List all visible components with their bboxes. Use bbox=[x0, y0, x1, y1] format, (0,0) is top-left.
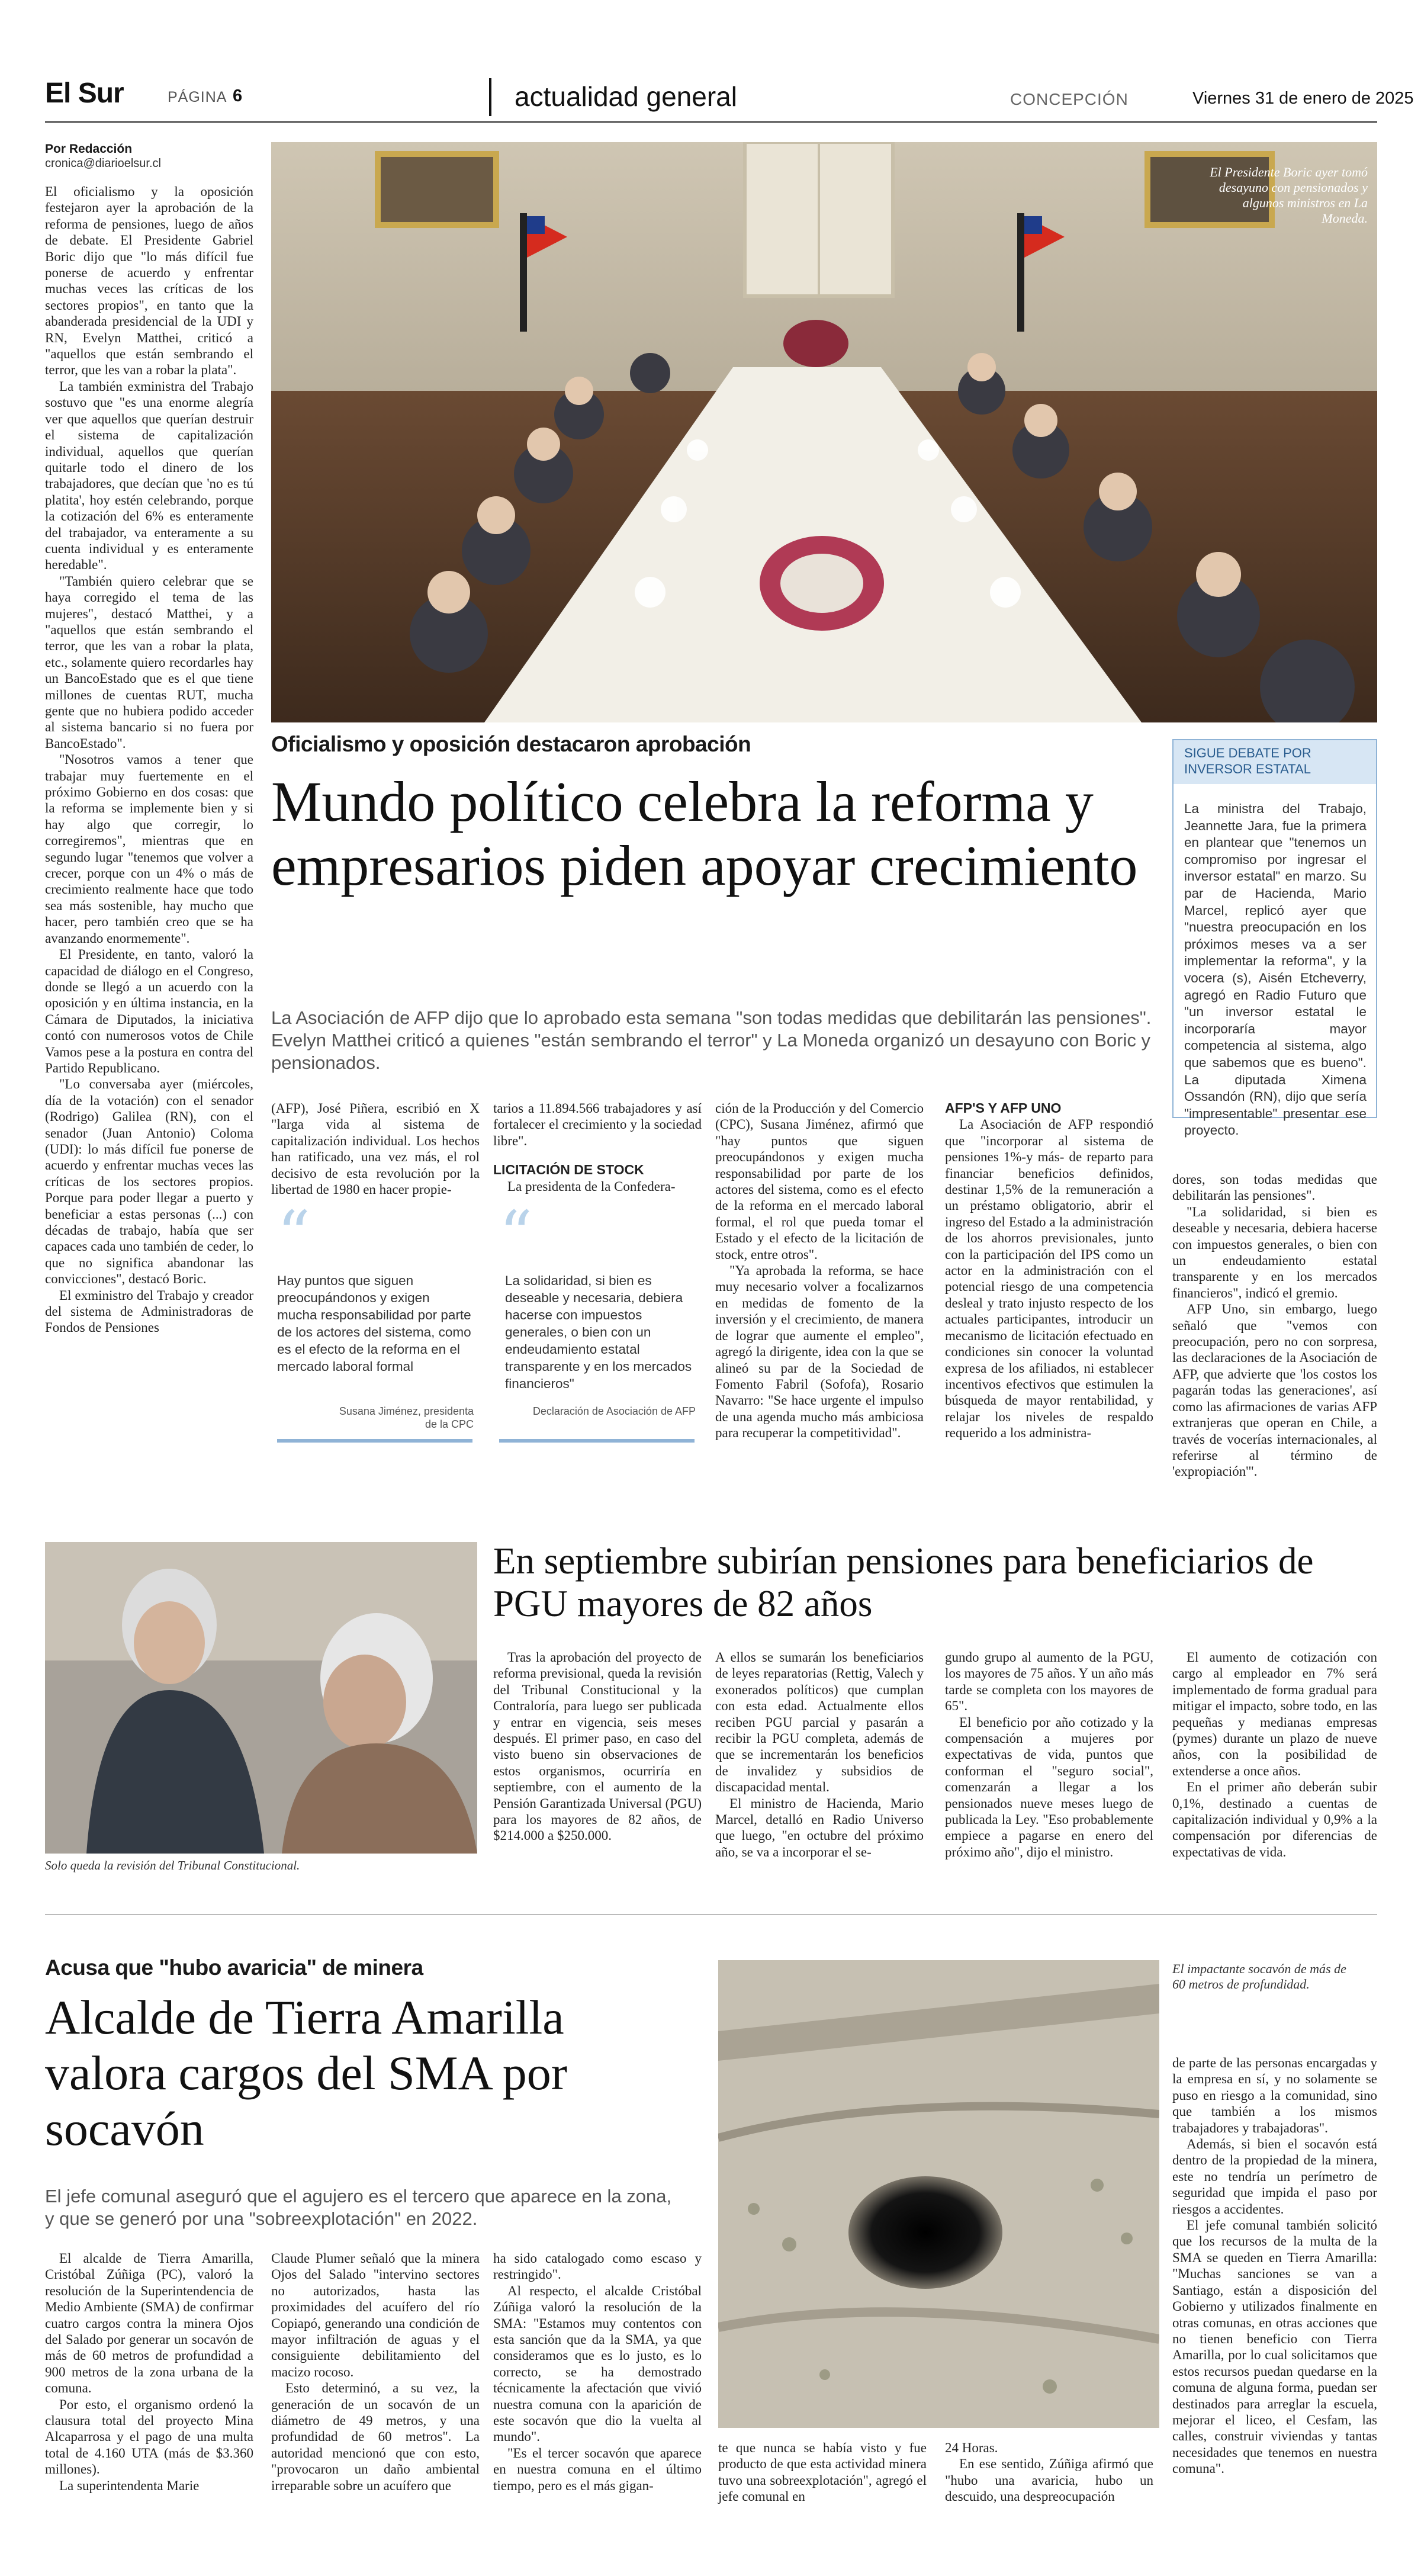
story1-col5-p1: La Asociación de AFP respondió que "incorporar al sistema de pensiones 1%-y más- de reparto para financiar beneficios definidos, destinar 1,5% de la remuneración a un préstamo obligatorio, abrir el ingreso del Estado a la administración de los ahorros previsionales, junto con la participación del IPS como un actor en la administración con el potencial riesgo de una competencia desleal y trato injusto respecto de los actuales participantes, introducir un mecanismo de licitación efectuado en condiciones sin conocer la voluntad expresa de los afiliados, ni establecer incentivos efectivos que estimulen la búsqueda de mayor rentabilidad, y relajar los niveles de respaldo requerido a los administra- bbox=[945, 1117, 1153, 1441]
story1-col3 bbox=[493, 1100, 702, 1194]
masthead-city: CONCEPCIÓN bbox=[1010, 90, 1129, 108]
story1-kicker: Oficialismo y oposición destacaron aprobación bbox=[271, 732, 751, 756]
story1-col1-p6: "Lo conversaba ayer (miércoles, día de la votación) con el senador (Rodrigo) Galilea (RN), con el senador (Juan Antonio) Coloma (UDI): lo más difícil fue ponerse de acuerdo y enfrentar muchas veces las críticas de los sectores propios. Porque para poder llegar a puerto y beneficiar a estas personas (...) con décadas de trabajo, había que ser capaces cada uno también de ceder, lo que no significa abandonar las convicciones", destacó Boric. bbox=[45, 1077, 253, 1287]
story1-headline: Mundo político celebra la reforma y empresarios piden apoyar crecimiento bbox=[271, 770, 1138, 897]
story1-col1-p2: La también exministra del Trabajo sostuvo que "es una enorme alegría ver que aquellos que querían destruir el sistema de capitalización individual, aquellos que querían quitarle todo el dinero de los trabajadores, que decían que 'no es tú platita', hoy estén celebrando, porque la cotización del 6% es enteramente del trabajador, va enteramente a su cuenta individual y es enteramente heredable". bbox=[45, 378, 253, 573]
story3-col5 bbox=[945, 2440, 1153, 2505]
story2-headline: En septiembre subirían pensiones para beneficiarios de PGU mayores de 82 años bbox=[493, 1540, 1314, 1624]
story3-col2-p1: Claude Plumer señaló que la minera Ojos del Salado "intervino sectores no autorizados, hasta las proximidades del acuífero del río Copiapó, generando una condición de mayor infiltración de aguas y el consiguiente debilitamiento del macizo rocoso. bbox=[271, 2251, 480, 2379]
story1-col4-p1: ción de la Producción y del Comercio (CPC), Susana Jiménez, afirmó que "hay puntos que siguen preocupándonos y exigen mucha responsabilidad por parte de los actores del sistema, como es el efecto de la reforma en el mercado laboral formal, el rol que pueda tomar el Estado y el efecto de la licitación de stock, entre otros". bbox=[715, 1101, 924, 1262]
story3-col1-p2: Por esto, el organismo ordenó la clausura total del proyecto Mina Alcaparrosa y el pago de una multa total de 4.160 UTA (más de $3.360 millones). bbox=[45, 2397, 253, 2477]
story1-photo-caption: El Presidente Boric ayer tomó desayuno con pensionados y algunos ministros en La Moneda. bbox=[1210, 165, 1368, 226]
story1-col6-p2: "La solidaridad, si bien es deseable y necesaria, debiera hacerse con impuestos generales, o bien con un endeudamiento estatal transparente y en los mercados financieros", indicó el gremio. bbox=[1172, 1204, 1377, 1300]
story1-col5 bbox=[945, 1100, 1153, 1441]
story1-col1-p4: "Nosotros vamos a tener que trabajar muy fuertemente en el próximo Gobierno en dos cosas: que la reforma se implemente bien y si hay algo que corregir, lo corregiremos", mientras que en segundo lugar "tenemos que volver a crecer, porque con un 4% o más de crecimiento realmente hace que todo sea más sostenible, hay mucho que hacer, pero también creo que se ha avanzando enormemente". bbox=[45, 752, 253, 946]
byline-email: cronica@diarioelsur.cl bbox=[45, 157, 161, 170]
story3-col1-p3: La superintendenta Marie bbox=[59, 2478, 200, 2493]
story1-quote2 bbox=[493, 1197, 702, 1469]
sinkhole-illustration bbox=[718, 1960, 1159, 2428]
sidebar-title: SIGUE DEBATE POR INVERSOR ESTATAL bbox=[1174, 740, 1376, 784]
story1-sidebar bbox=[1172, 739, 1377, 1138]
story1-col6 bbox=[1172, 1171, 1377, 1480]
story2-col3-p1: gundo grupo al aumento de la PGU, los mayores de 75 años. Y un año más tarde se completa con los mayores de 65". bbox=[945, 1650, 1153, 1714]
byline-author: Por Redacción bbox=[45, 142, 133, 156]
story1-photo bbox=[271, 142, 1377, 722]
story2-col4 bbox=[1172, 1649, 1377, 1860]
story2-col1 bbox=[493, 1649, 702, 1844]
story3-col5-p2: En ese sentido, Zúñiga afirmó que "hubo una avaricia, hubo un descuido, una despreocupación bbox=[945, 2456, 1153, 2504]
story3-col3-p3: "Es el tercer socavón que aparece en nuestra comuna en el último tiempo, pero es el más gigan- bbox=[493, 2445, 702, 2493]
story3-col1 bbox=[45, 2250, 253, 2494]
story2-photo bbox=[45, 1542, 477, 1854]
masthead-paper: El Sur bbox=[45, 78, 124, 109]
story1-col6-p3: AFP Uno, sin embargo, luego señaló que "vemos con preocupación, pero no con sorpresa, las declaraciones de la Asociación de AFP, que advierte que 'los costos los pagarán todas las generaciones', así como las afirmaciones de varias AFP extranjeras que operan en Chile, a través de vocerías internacionales, al referirse al término de 'expropiación'". bbox=[1172, 1302, 1377, 1479]
quote-mark-icon: “ bbox=[499, 1197, 533, 1273]
story1-lede: La Asociación de AFP dijo que lo aprobado esta semana "son todas medidas que debilitarán las pensiones". Evelyn Matthei criticó a quienes "están sembrando el terror" y La Moneda organizó un desayuno con Boric y pensionados. bbox=[271, 1007, 1152, 1073]
quote1-underline bbox=[277, 1439, 472, 1443]
quote-mark-icon: “ bbox=[277, 1197, 311, 1273]
story3-photo bbox=[718, 1960, 1159, 2428]
breakfast-table-illustration bbox=[271, 142, 1377, 722]
story1-col1-p1: El oficialismo y la oposición festejaron ayer la aprobación de la reforma de pensiones, luego de años de debate. El Presidente Gabriel Boric dijo que "lo más difícil fue ponerse de acuerdo y enfrentar muchas veces las críticas de los sectores propios", en tanto que la abanderada presidencial de la UDI y RN, Evelyn Matthei, criticó a "aquellos que están sembrando el terror, que les van a robar la plata". bbox=[45, 184, 253, 378]
story3-col6-p3: El jefe comunal también solicitó que los recursos de la multa de la SMA se queden en Tierra Amarilla: "Muchas sanciones se van a Santiago, están a disposición del Gobierno y utilizados finalmente en otras comunas, en otras acciones que no tienen beneficio con Tierra Amarilla, por lo cual solicitamos que estos recursos puedan quedarse en la comuna de alguna forma, puedan ser destinados para arreglar la escuela, mejorar el liceo, el Cesfam, las calles, construir viviendas y tantas necesidades que tenemos en nuestra comuna". bbox=[1172, 2218, 1377, 2477]
story1-col3-p2: La presidenta de la Confedera- bbox=[507, 1178, 676, 1194]
story1-col2-p1: (AFP), José Piñera, escribió en X "larga vida al sistema de capitalización individual. Los hechos han ratificado, una vez más, el rol decisivo de esta revolución por la libertad de 1980 en hacer propie- bbox=[271, 1101, 480, 1197]
story3-col4 bbox=[718, 2440, 927, 2505]
story2-col2-p2: El ministro de Hacienda, Mario Marcel, detalló en Radio Universo que luego, "en octubre del próximo año, se va a incorporar el se- bbox=[715, 1796, 924, 1859]
story3-kicker: Acusa que "hubo avaricia" de minera bbox=[45, 1955, 423, 1980]
story1-quote1 bbox=[271, 1197, 480, 1469]
story3-col6-p1: de parte de las personas encargadas y la empresa en sí, y no solamente se puso en riesgo a la comunidad, sino que también a los mismos trabajadores y trabajadoras". bbox=[1172, 2055, 1377, 2135]
story1-col1-p7: El exministro del Trabajo y creador del sistema de Administradoras de Fondos de Pensiones bbox=[45, 1287, 253, 1335]
story3-col1-p1: El alcalde de Tierra Amarilla, Cristóbal Zúñiga (PC), valoró la resolución de la Superintendencia de Medio Ambiente (SMA) de confirmar cuatro cargos contra la minera Ojos del Salado por generar un socavón de más de 60 metros de profundidad a 900 metros de la zona urbana de la comuna. bbox=[45, 2251, 253, 2396]
quote2-text: La solidaridad, si bien es deseable y necesaria, debiera hacerse con impuestos generales, o bien con un endeudamiento estatal transparente y en los mercados financieros" bbox=[505, 1273, 692, 1391]
story3-col3-p1: ha sido catalogado como escaso y restringido". bbox=[493, 2251, 702, 2282]
story3-lede: El jefe comunal aseguró que el agujero es el tercero que aparece en la zona, y que se generó por una "sobreexplotación" en 2022. bbox=[45, 2186, 672, 2229]
masthead-divider bbox=[489, 78, 491, 116]
story3-col4-p1: te que nunca se había visto y fue producto de que esta actividad minera tuvo una sobreexplotación", agregó el jefe comunal en bbox=[718, 2440, 927, 2504]
story3-col2-p2: Esto determinó, a su vez, la generación de un socavón de un diámetro de 49 metros, y una profundidad de 60 metros". La autoridad mencionó que con esto, "provocaron un daño ambiental irreparable sobre un acuífero que bbox=[271, 2381, 480, 2493]
quote1-source: Susana Jiménez, presidenta de la CPC bbox=[339, 1405, 474, 1430]
story2-col2-p1: A ellos se sumarán los beneficiarios de leyes reparatorias (Rettig, Valech y exonerados políticos) que cumplan con esta edad. Actualmente ellos reciben PGU parcial y pasarán a recibir la PGU completa, además de que se incrementarán los beneficios de invalidez y subsidios de discapacidad mental. bbox=[715, 1650, 924, 1795]
story1-col4 bbox=[715, 1100, 924, 1441]
story1-sub-licitacion: LICITACIÓN DE STOCK bbox=[493, 1162, 644, 1178]
story3-col3-p2: Al respecto, el alcalde Cristóbal Zúñiga valoró la resolución de la SMA: "Estamos muy contentos con esta sanción que da la SMA, ya que consideramos que es lo justo, es lo correcto, se ha demostrado técnicamente la afectación que vivió nuestra comuna con la aparición de este socavón que dio la vuelta al mundo". bbox=[493, 2283, 702, 2445]
quote2-underline bbox=[499, 1439, 695, 1443]
story1-col6-p1: dores, son todas medidas que debilitarán las pensiones". bbox=[1172, 1172, 1377, 1203]
sidebar-text: La ministra del Trabajo, Jeannette Jara, fue la primera en plantear que "tenemos un compromiso por ingresar el inversor estatal" en marzo. Su par de Hacienda, Mario Marcel, replicó ayer que "nuestra preocupación en los próximos meses va a ser implementar la reforma", y la vocera (s), Aisén Etcheverry, agregó en Radio Futuro que "un inversor estatal le incorporaría mayor competencia al sistema, algo que sabemos que es bueno". La diputada Ximena Ossandón (RN), dijo que sería "impresentable" presentar ese proyecto. bbox=[1184, 801, 1367, 1138]
story2-bottom-rule bbox=[45, 1914, 1377, 1915]
story2-col3 bbox=[945, 1649, 1153, 1860]
masthead-page-label: PÁGINA bbox=[168, 89, 227, 105]
quote2-source: Declaración de Asociación de AFP bbox=[532, 1405, 696, 1417]
quote1-text: Hay puntos que siguen preocupándonos y exigen mucha responsabilidad por parte de los actores del sistema, como es el efecto de la reforma en el mercado laboral formal bbox=[277, 1273, 471, 1374]
story3-col3 bbox=[493, 2250, 702, 2494]
story1-sub-afp: AFP'S Y AFP UNO bbox=[945, 1100, 1062, 1116]
story2-col1-p1: Tras la aprobación del proyecto de reforma previsional, queda la revisión del Tribunal Constitucional y la Contraloría, para luego ser publicada y entrar en vigencia, seis meses después. El primer paso, en caso del visto bueno sin observaciones de estos organismos, ocurriría en septiembre, con el aumento de la Pensión Garantizada Universal (PGU) para los mayores de 82 años, de $214.000 a $250.000. bbox=[493, 1650, 702, 1843]
story3-col6-p2: Además, si bien el socavón está dentro de la propiedad de la minera, este no tendría un perímetro de seguridad que impida el paso por riesgos a accidentes. bbox=[1172, 2137, 1377, 2217]
masthead-date: Viernes 31 de enero de 2025 bbox=[1192, 89, 1414, 108]
story3-col2 bbox=[271, 2250, 480, 2494]
masthead-rule bbox=[45, 121, 1377, 123]
story3-col5-p1: 24 Horas. bbox=[945, 2440, 998, 2455]
story3-col6 bbox=[1172, 2055, 1377, 2477]
pensioners-illustration bbox=[45, 1542, 477, 1854]
story1-col1 bbox=[45, 184, 253, 1336]
story2-col2 bbox=[715, 1649, 924, 1860]
story2-photo-caption: Solo queda la revisión del Tribunal Constitucional. bbox=[45, 1858, 300, 1872]
story2-col4-p2: En el primer año deberán subir 0,1%, destinado a cuentas de capitalización individual y 0,9% a la compensación por diferencias de expectativas de vida. bbox=[1172, 1780, 1377, 1859]
story2-col4-p1: El aumento de cotización con cargo al empleador en 7% será implementado de forma gradual para mitigar el impacto, sobre todo, en las pequeñas y medianas empresas (pymes) durante un plazo de nueve años, con la posibilidad de extenderse a once años. bbox=[1172, 1650, 1377, 1778]
story1-col2 bbox=[271, 1100, 480, 1197]
story1-col3-p1: tarios a 11.894.566 trabajadores y así fortalecer el crecimiento y la sociedad libre". bbox=[493, 1101, 702, 1148]
masthead-section: actualidad general bbox=[515, 81, 737, 112]
story1-col1-p5: El Presidente, en tanto, valoró la capacidad de diálogo en el Congreso, donde se llegó a un acuerdo con la oposición y en última instancia, en la Cámara de Diputados, la iniciativa contó con numerosos votos de Chile Vamos pese a la postura en contra del Partido Republicano. bbox=[45, 947, 253, 1075]
story1-col1-p3: "También quiero celebrar que se haya corregido el tema de las mujeres", destacó Matthei, y a "aquellos que están sembrando el terror, que les van a robar la plata, etc., solamente quiero recordarles hay un BancoEstado que es el que tiene millones de cuentas RUT, mucha gente que no hubiera podido acceder al sistema bancario si no fuera por BancoEstado". bbox=[45, 573, 253, 751]
masthead-page-number: 6 bbox=[233, 86, 243, 105]
story1-col4-p2: "Ya aprobada la reforma, se hace muy necesario volver a focalizarnos en medidas de fomento de la inversión y el crecimiento, de manera de lograr que aumente el empleo", agregó la dirigente, idea con la que se alineó su par de la Sociedad de Fomento Fabril (Sofofa), Rosario Navarro: "Se hace urgente el impulso de una agenda mucho más ambiciosa para recuperar la competitividad". bbox=[715, 1263, 924, 1441]
story3-headline: Alcalde de Tierra Amarilla valora cargos del SMA por socavón bbox=[45, 1990, 568, 2156]
story2-col3-p2: El beneficio por año cotizado y la compensación a mujeres por expectativas de vida, puntos que conforman el "seguro social", comenzarán a llegar a los pensionados nueve meses luego de publicada la Ley. "Eso probablemente empiece a pagarse en enero del próximo año", dijo el ministro. bbox=[945, 1714, 1153, 1859]
story3-photo-caption: El impactante socavón de más de 60 metros de profundidad. bbox=[1172, 1961, 1346, 1992]
